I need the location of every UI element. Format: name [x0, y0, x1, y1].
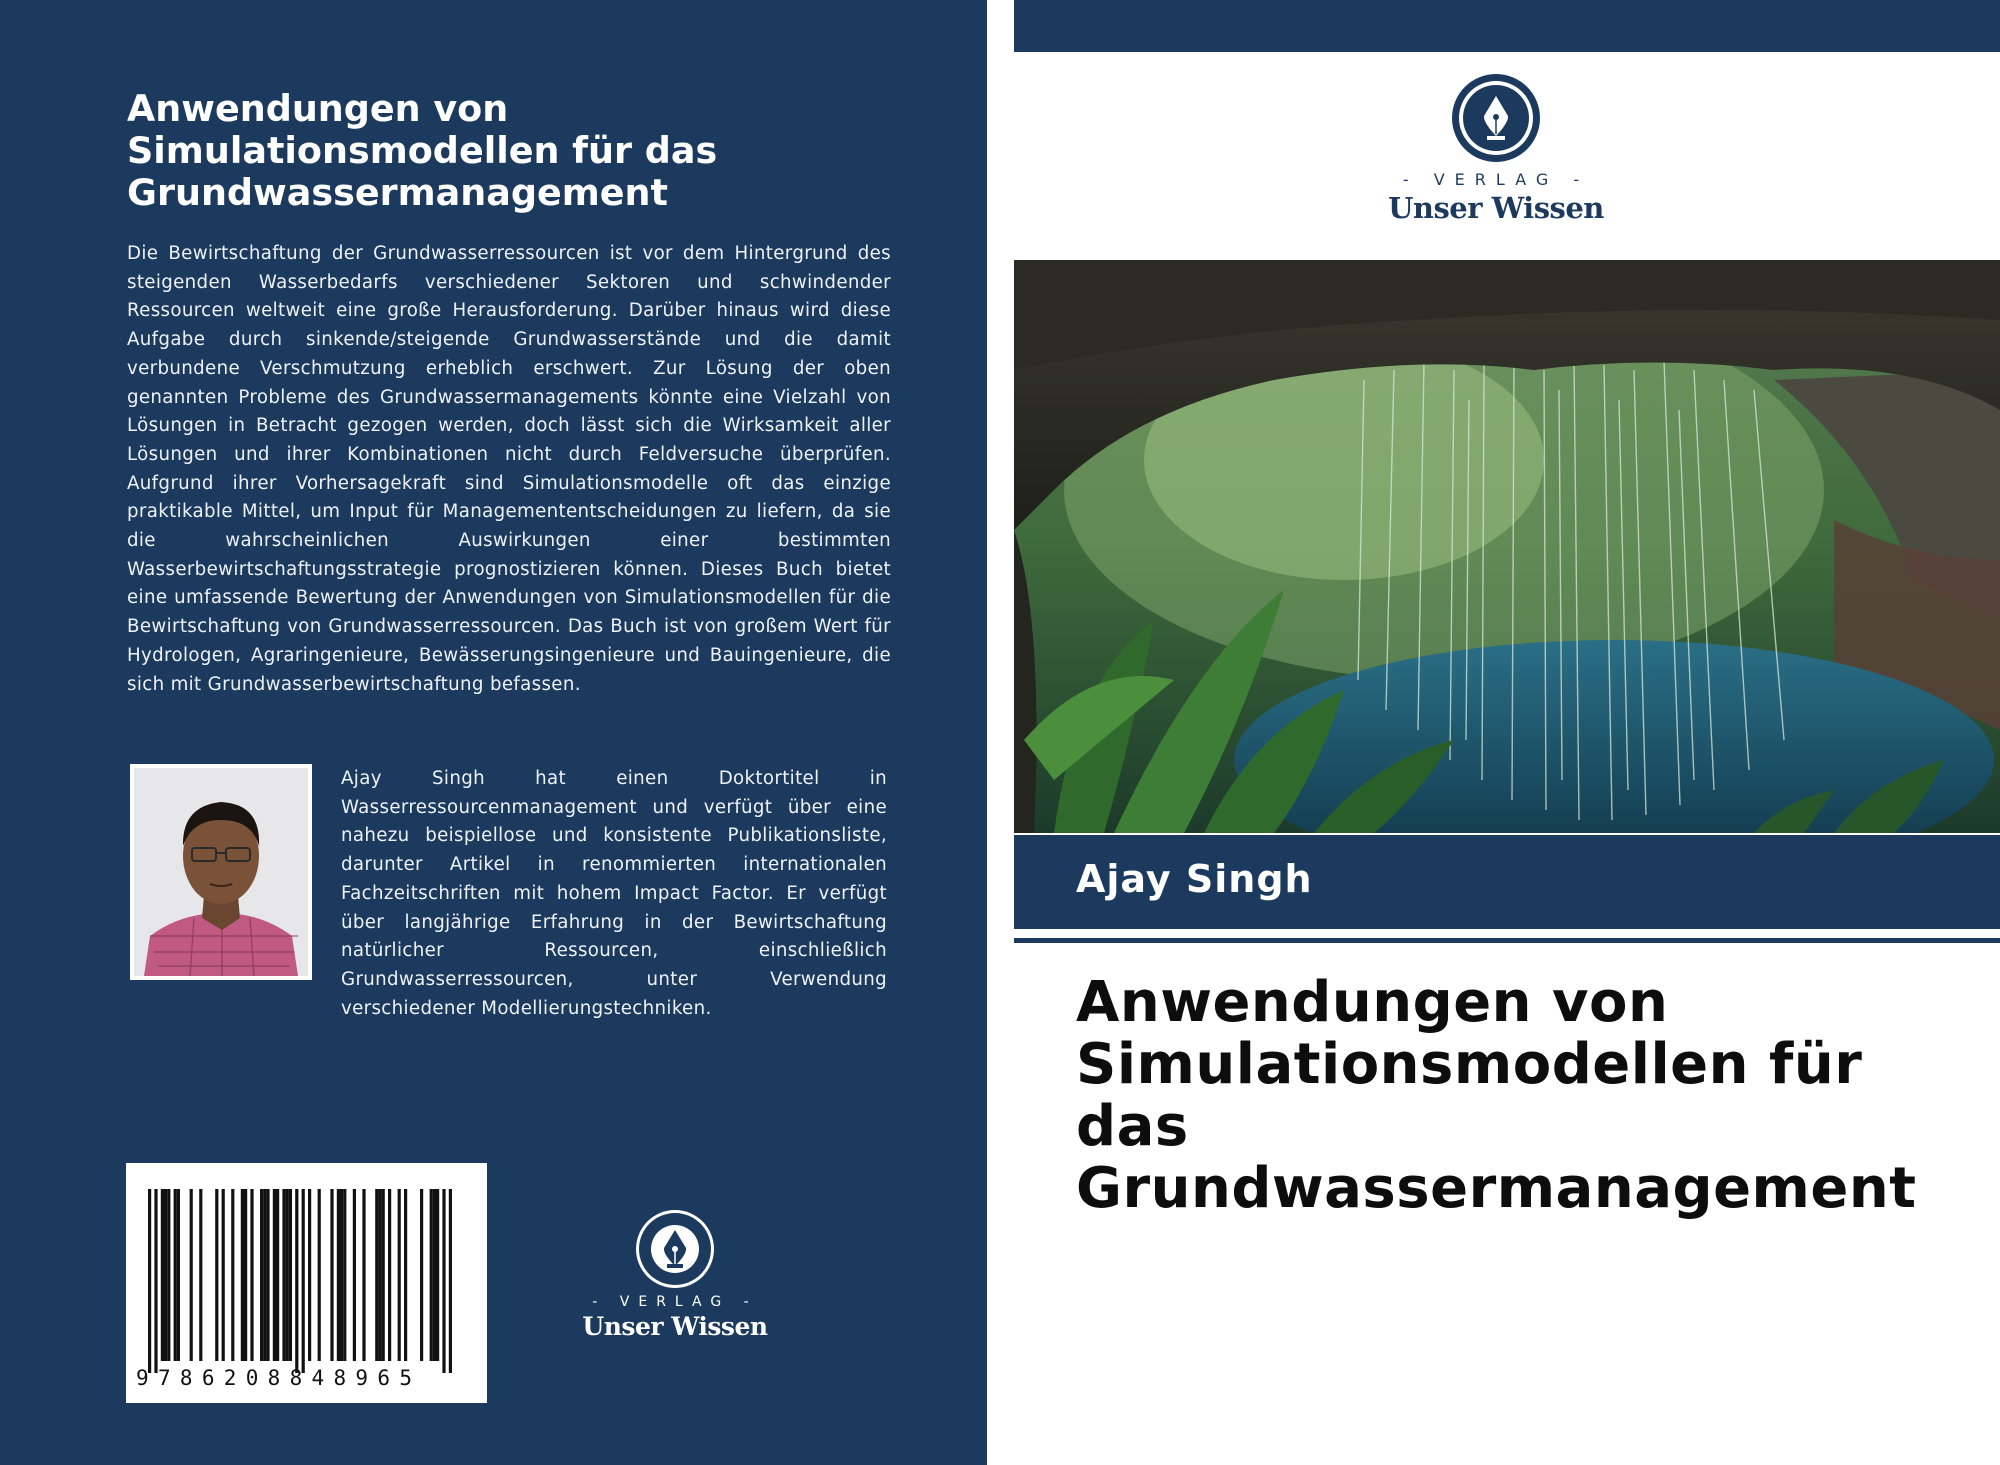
barcode-bar [337, 1189, 340, 1361]
back-logo-name: Unser Wissen [582, 1312, 768, 1341]
barcode-bar [154, 1189, 157, 1373]
barcode-bar [190, 1189, 193, 1361]
fountain-pen-nib-icon [1450, 72, 1542, 164]
barcode-bar [378, 1189, 381, 1361]
front-cover-title: Anwendungen von Simulationsmodellen für das Grundwassermanagement [1076, 970, 1917, 1221]
barcode-bar [382, 1189, 385, 1361]
barcode-bar [286, 1189, 289, 1361]
barcode-bar [282, 1189, 285, 1361]
back-cover [0, 0, 987, 1465]
barcode-bar [340, 1189, 343, 1361]
isbn-barcode [126, 1163, 487, 1403]
barcode-bar [273, 1189, 276, 1361]
barcode-bar [148, 1189, 151, 1373]
barcode-bar [375, 1189, 378, 1361]
back-logo-verlag: - VERLAG - [592, 1294, 758, 1310]
barcode-bar [330, 1189, 333, 1361]
barcode-bar [260, 1189, 263, 1361]
author-bio: Ajay Singh hat einen Doktortitel in Wasserressourcenmanagement und verfügt über eine nahezu beispiellose und konsistente Publikationsliste, darunter Artikel in renommierten internationalen Fachzeitschriften mit hohem Impact Factor. Er verfügt über langjährige Erfahrung in der Bewirtschaftung natürlicher Ressourcen, einschließlich Grundwasserressourcen, unter Verwendung verschiedener Modellierungstechniken. [341, 768, 887, 1019]
front-author-name: Ajay Singh [1076, 857, 1313, 901]
barcode-bar [199, 1189, 202, 1361]
barcode-bar [263, 1189, 266, 1361]
barcode-bar [318, 1189, 321, 1361]
barcode-bar [215, 1189, 218, 1361]
front-publisher-logo [1370, 72, 1622, 225]
barcode-bar [222, 1189, 225, 1361]
front-top-bar [1014, 0, 2000, 52]
barcode-bar [244, 1189, 247, 1361]
barcode-bar [433, 1189, 436, 1361]
barcode-bar [295, 1189, 298, 1373]
back-cover-blurb: Die Bewirtschaftung der Grundwasserressourcen ist vor dem Hintergrund des steigenden Wasserbedarfs verschiedener Sektoren und schwindender Ressourcen weltweit eine große Herausforderung. Darüber hinaus wird diese Aufgabe durch sinkende/steigende Grundwasserstände und die damit verbundene Verschmutzung erheblich erschwert. Zur Lösung der oben genannten Probleme des Grundwassermanagements könnte eine Vielzahl von Lösungen in Betracht gezogen werden, doch lässt sich die Wirksamkeit aller Lösungen und ihrer Kombinationen nicht durch Feldversuche überprüfen. Aufgrund ihrer Vorhersagekraft sind Simulationsmodelle oft das einzige praktikable Mittel, um Input für Managemententscheidungen zu liefern, da sie die wahrscheinlichen Auswirkungen einer bestimmten Wasserbewirtschaftungsstrategie prognostizieren können. Dieses Buch bietet eine umfassende Bewertung der Anwendungen von Simulationsmodellen für die Bewirtschaftung von Grundwasserressourcen. Das Buch ist von großem Wert für Hydrologen, Agraringenieure, Bewässerungsingenieure und Bauingenieure, die sich mit Grundwasserbewirtschaftung befassen. [127, 243, 891, 695]
barcode-bar [266, 1189, 269, 1361]
barcode-bar [231, 1189, 234, 1361]
barcode-bar [289, 1189, 292, 1361]
fountain-pen-nib-icon [634, 1208, 716, 1290]
barcode-bar [343, 1189, 346, 1361]
barcode-bar [250, 1189, 253, 1361]
barcode-bar [404, 1189, 407, 1361]
barcode-bar [241, 1189, 244, 1361]
cover-photo-cenote [1014, 260, 2000, 833]
barcode-bar [388, 1189, 391, 1361]
barcode-bar [164, 1189, 167, 1361]
barcode-bar [276, 1189, 279, 1361]
barcode-bar [167, 1189, 170, 1361]
back-cover-title: Anwendungen von Simulationsmodellen für das Grundwassermanagement [127, 87, 718, 214]
barcode-bar [302, 1189, 305, 1373]
barcode-bar [308, 1189, 311, 1361]
barcode-bar [362, 1189, 365, 1361]
barcode-bar [161, 1189, 164, 1361]
barcode-bar [174, 1189, 177, 1361]
barcode-bar [442, 1189, 445, 1373]
front-divider-rule [1014, 938, 2000, 943]
front-logo-verlag: - VERLAG - [1402, 170, 1590, 189]
barcode-bar [177, 1189, 180, 1361]
front-logo-name: Unser Wissen [1388, 191, 1604, 225]
barcode-bar [449, 1189, 452, 1373]
barcode-bar [436, 1189, 439, 1361]
isbn-digits: 9786208848965 [136, 1366, 422, 1390]
back-publisher-logo [565, 1208, 785, 1341]
barcode-bar [353, 1189, 356, 1361]
barcode-bar [420, 1189, 423, 1361]
barcode-bar [398, 1189, 401, 1361]
author-photo [130, 764, 312, 980]
barcode-bar [430, 1189, 433, 1361]
front-author-band [1014, 835, 2000, 929]
